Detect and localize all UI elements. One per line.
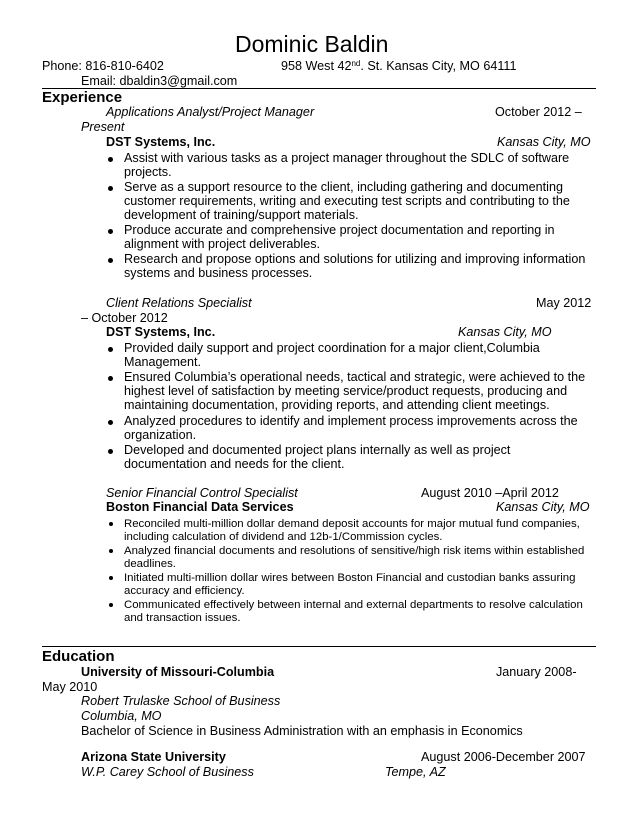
list-item-cont: documentation and needs for the client. (124, 457, 345, 471)
job-title: Applications Analyst/Project Manager (106, 105, 315, 119)
bullet-icon (108, 376, 113, 381)
bullet-icon (109, 576, 113, 580)
list-item-cont: highest level of satisfaction by meeting service/product requests, producing and (124, 384, 568, 398)
email: Email: dbaldin3@gmail.com (81, 74, 238, 88)
school-college: W.P. Carey School of Business (81, 765, 254, 779)
list-item-cont: alignment with project deliverables. (124, 237, 321, 251)
bullet-icon (109, 549, 113, 553)
list-item: Analyzed procedures to identify and implement process improvements across the (124, 414, 578, 428)
list-item: Provided daily support and project coordination for a major client,Columbia (124, 341, 540, 355)
degree: Bachelor of Science in Business Administration with an emphasis in Economics (81, 724, 523, 738)
bullet-icon (108, 186, 113, 191)
list-item-cont: and transaction issues. (124, 612, 241, 624)
list-item-cont: accuracy and efficiency. (124, 585, 245, 597)
address: 958 West 42nd. St. Kansas City, MO 64111 (281, 59, 517, 73)
job-dates-end: Present (81, 120, 125, 134)
bullet-icon (108, 449, 113, 454)
list-item-cont: development of training/support materials. (124, 208, 359, 222)
bullet-icon (109, 522, 113, 526)
school-dates-end: May 2010 (42, 680, 98, 694)
school-location: Tempe, AZ (385, 765, 446, 779)
company-name: DST Systems, Inc. (106, 135, 216, 149)
bullet-icon (108, 420, 113, 425)
job-title: Senior Financial Control Specialist (106, 486, 298, 500)
job-dates-end: – October 2012 (81, 311, 168, 325)
bullet-icon (108, 229, 113, 234)
list-item: Initiated multi-million dollar wires between Boston Financial and custodian banks assuring (124, 572, 576, 584)
list-item-cont: customer requirements, writing and executing test scripts and contributing to the (124, 194, 570, 208)
bullet-icon (108, 258, 113, 263)
resume-name: Dominic Baldin (235, 31, 389, 57)
company-location: Kansas City, MO (497, 135, 591, 149)
bullet-icon (108, 347, 113, 352)
company-location: Kansas City, MO (458, 325, 552, 339)
education-heading: Education (42, 648, 115, 665)
job-dates: May 2012 (536, 296, 592, 310)
school-dates: August 2006-December 2007 (421, 750, 586, 764)
school-college: Robert Trulaske School of Business (81, 694, 281, 708)
company-location: Kansas City, MO (496, 500, 590, 514)
list-item-cont: Management. (124, 355, 202, 369)
school-location: Columbia, MO (81, 709, 162, 723)
section-divider (42, 646, 596, 647)
bullet-icon (108, 157, 113, 162)
list-item: Assist with various tasks as a project manager throughout the SDLC of software (124, 151, 570, 165)
list-item-cont: systems and business processes. (124, 266, 313, 280)
company-name: DST Systems, Inc. (106, 325, 216, 339)
list-item: Research and propose options and solutions for utilizing and improving information (124, 252, 586, 266)
job-title: Client Relations Specialist (106, 296, 252, 310)
school-name: University of Missouri-Columbia (81, 665, 275, 679)
experience-heading: Experience (42, 89, 123, 106)
list-item-cont: projects. (124, 165, 172, 179)
job-dates: August 2010 –April 2012 (421, 486, 559, 500)
school-dates: January 2008- (496, 665, 577, 679)
list-item-cont: organization. (124, 428, 197, 442)
list-item-cont: including calculation of dividend and 12b-1/Commission cycles. (124, 531, 443, 543)
section-divider (42, 88, 596, 89)
phone: Phone: 816-810-6402 (42, 59, 164, 73)
list-item: Developed and documented project plans internally as well as project (124, 443, 511, 457)
list-item-cont: deadlines. (124, 558, 176, 570)
bullet-icon (109, 603, 113, 607)
list-item-cont: maintaining documentation, providing reports, and attending client meetings. (124, 398, 550, 412)
list-item: Analyzed financial documents and resolutions of sensitive/high risk items within established (124, 545, 585, 557)
job-dates: October 2012 – (495, 105, 582, 119)
list-item: Produce accurate and comprehensive project documentation and reporting in (124, 223, 555, 237)
list-item: Ensured Columbia’s operational needs, tactical and strategic, were achieved to the (124, 370, 586, 384)
list-item: Serve as a support resource to the client, including gathering and documenting (124, 180, 563, 194)
list-item: Reconciled multi-million dollar demand deposit accounts for major mutual fund companies, (124, 518, 580, 530)
company-name: Boston Financial Data Services (106, 500, 294, 514)
list-item: Communicated effectively between internal and external departments to resolve calculation (124, 599, 583, 611)
school-name: Arizona State University (81, 750, 226, 764)
